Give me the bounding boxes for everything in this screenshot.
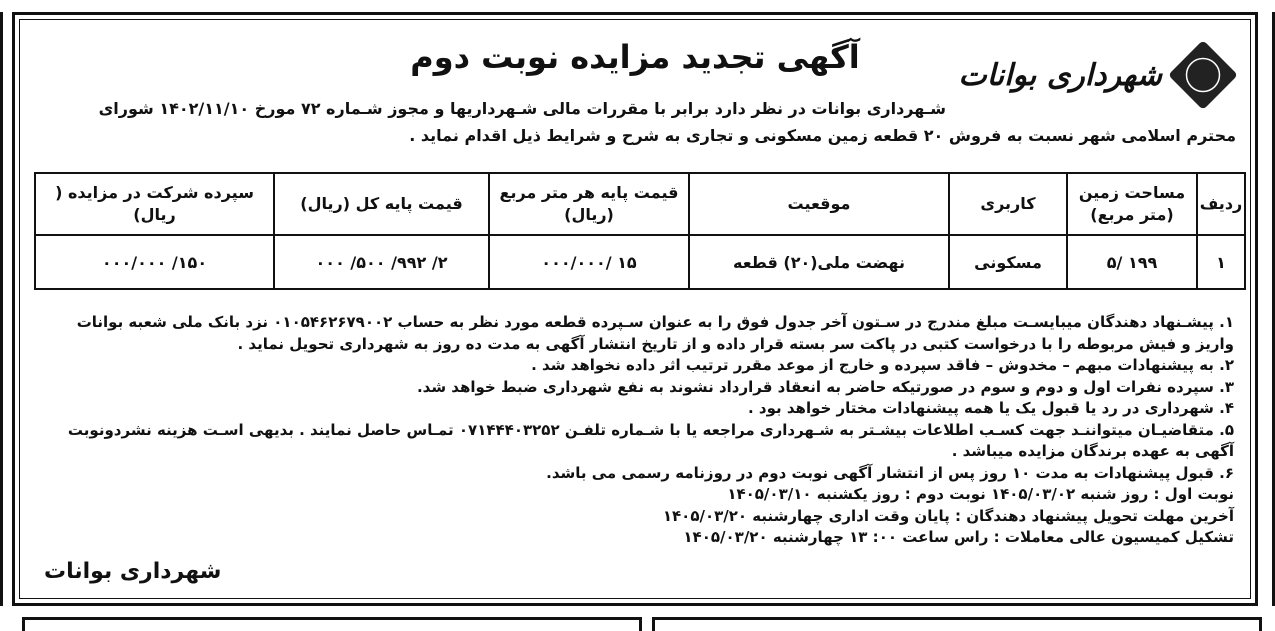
condition-item: ۵. متقاضیـان میتواننـد جهت کسـب اطلاعات بیشـتر به شـهرداری مراجعه یا با شـماره تلفـن ۰۷۱۴۴۴۰۳۲۵۲ تمـاس حاصل نمایند . بدیهی اسـت هزینه نشردونوبت آگهی به عهده برندگان مزایده میباشد . (67, 420, 1234, 460)
header-price-per-meter: قیمت پایه هر متر مربع (ریال) (489, 173, 689, 235)
cell-usage: مسکونی (949, 235, 1067, 289)
header-land-area: مساحت زمین (متر مربع) (1067, 173, 1197, 235)
adjacent-ad-left (22, 617, 642, 631)
adjacent-ads-strip (12, 617, 1263, 631)
condition-item: ۳. سپرده نفرات اول و دوم و سوم در صورتیکه حاضر به انعقاد قرارداد نشوند به نفع شهرداری ضبط خواهد شد. (416, 377, 1234, 396)
ad-inner-frame (19, 19, 1251, 599)
header-row-number: ردیف (1197, 173, 1245, 235)
header-location: موقعیت (689, 173, 949, 235)
table-row (35, 235, 1245, 289)
cell-deposit: ۱۵۰/ ۰۰۰/۰۰۰ (35, 235, 274, 289)
schedule-line: آخرین مهلت تحویل پیشنهاد دهندگان : پایان وقت اداری چهارشنبه ۱۴۰۵/۰۳/۲۰ (662, 506, 1234, 525)
signature: شهرداری بوانات (44, 559, 222, 584)
condition-item: ۱. پیشـنهاد دهندگان میبایسـت مبلغ مندرج در سـتون آخر جدول فوق را به عنوان سـپرده قطعه مورد نظر به حساب ۰۱۰۵۴۶۲۶۷۹۰۰۲ نزد بانک ملی شعبه بوانات واریز و فیش مربوطه را با درخواست کتبی در پاکت سر بسته قرار داده و از تاریخ انتشار آگهی به مدت ده روز به شهرداری تحویل نماید . (76, 313, 1234, 353)
header-deposit: سپرده شرکت در مزایده ( ریال) (35, 173, 274, 235)
cell-land-area: ۱۹۹ /۵ (1067, 235, 1197, 289)
page-left-border (0, 12, 3, 606)
adjacent-ad-right (652, 617, 1262, 631)
header-total-price: قیمت پایه کل (ریال) (274, 173, 489, 235)
condition-item: ۶. قبول پیشنهادات به مدت ۱۰ روز پس از انتشار آگهی نوبت دوم در روزنامه رسمی می باشد. (546, 463, 1234, 482)
intro-line-1: شـهرداری بوانات در نظر دارد برابر با مقررات مالی شـهرداریها و مجوز شـماره ۷۲ مورخ ۱۴۰۲/۱۱/۱۰ شورای (98, 99, 946, 118)
cell-location: نهضت ملی(۲۰) قطعه (689, 235, 949, 289)
header-usage: کاربری (949, 173, 1067, 235)
schedule-line: نوبت اول : روز شنبه ۱۴۰۵/۰۳/۰۲ نوبت دوم : روز یکشنبه ۱۴۰۵/۰۳/۱۰ (727, 485, 1234, 503)
intro-paragraph (34, 95, 1236, 149)
cell-price-per-meter: ۱۵ /۰۰۰/۰۰۰ (489, 235, 689, 289)
logo-text: شهرداری بوانات (958, 57, 1162, 93)
conditions-list (36, 312, 1234, 549)
schedule-line: تشکیل کمیسیون عالی معاملات : راس ساعت ۰۰: ۱۳ چهارشنبه ۱۴۰۵/۰۳/۲۰ (683, 528, 1234, 546)
cell-total-price: ۲/ ۹۹۲/ ۵۰۰/ ۰۰۰ (274, 235, 489, 289)
ad-title: آگهی تجدید مزایده نوبت دوم (410, 38, 860, 76)
condition-item: ۴. شهرداری در رد یا قبول یک یا همه پیشنهادات مختار خواهد بود . (748, 399, 1234, 417)
cell-row-number: ۱ (1197, 235, 1245, 289)
auction-table (34, 172, 1246, 290)
intro-line-2: محترم اسلامی شهر نسبت به فروش ۲۰ قطعه زمین مسکونی و تجاری به شرح و شرایط ذیل اقدام نماید . (409, 126, 1236, 145)
ad-frame (12, 12, 1258, 606)
table-header-row (35, 173, 1245, 235)
condition-item: ۲. به پیشنهادات مبهم – مخدوش – فاقد سپرده و خارج از موعد مقرر ترتیب اثر داده نخواهد شد . (531, 356, 1234, 374)
